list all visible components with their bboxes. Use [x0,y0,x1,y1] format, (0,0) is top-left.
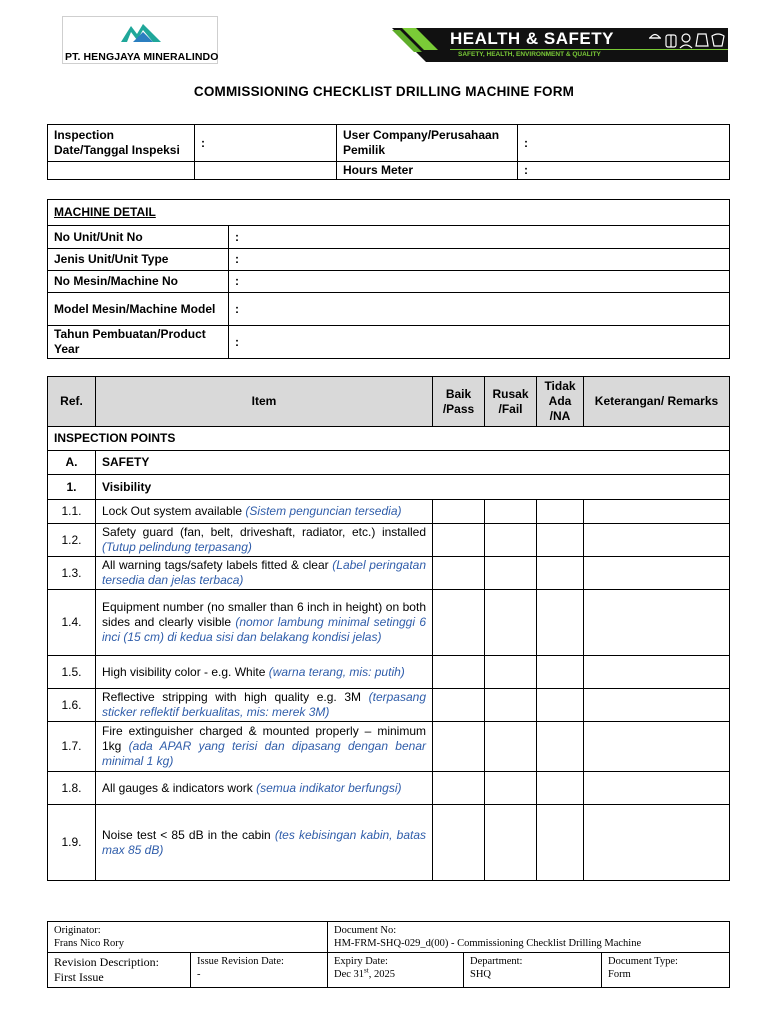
empty-cell [195,162,337,180]
originator-cell [48,922,328,953]
col-header-remarks: Keterangan/ Remarks [584,377,730,427]
item-ref: 1.4. [48,590,96,656]
table-row [48,772,730,805]
col-header-ref: Ref. [48,377,96,427]
company-name: PT. HENGJAYA MINERALINDO [65,51,219,63]
document-no-cell [328,922,730,953]
na-cell[interactable] [537,689,584,722]
machine-detail-title: MACHINE DETAIL [48,200,730,226]
unit-type-label: Jenis Unit/Unit Type [48,249,229,271]
item-ref: 1.7. [48,722,96,772]
remarks-cell[interactable] [584,557,730,590]
document-footer [47,921,730,988]
department-label: Department: [470,956,523,967]
fail-cell[interactable] [485,656,537,689]
table-row [48,500,730,524]
machine-model-label: Model Mesin/Machine Model [48,293,229,326]
pass-cell[interactable] [433,656,485,689]
machine-detail-table [47,199,730,359]
item-ref: 1.2. [48,524,96,557]
department-value: SHQ [470,969,492,980]
inspection-date-label: Inspection Date/Tanggal Inspeksi [48,125,195,162]
unit-type-field[interactable]: : [229,249,730,271]
group-ref: A. [48,451,96,475]
item-description: Noise test < 85 dB in the cabin (tes kebisingan kabin, batas max 85 dB) [96,805,433,881]
unit-no-field[interactable]: : [229,226,730,249]
fail-cell[interactable] [485,590,537,656]
machine-model-field[interactable]: : [229,293,730,326]
unit-no-label: No Unit/Unit No [48,226,229,249]
product-year-field[interactable]: : [229,326,730,359]
safety-worker-icons [646,30,726,50]
table-row [48,689,730,722]
item-description: Safety guard (fan, belt, driveshaft, radiator, etc.) installed (Tutup pelindung terpasang) [96,524,433,557]
department-cell [464,953,602,988]
expiry-value: Dec 31st, 2025 [334,966,395,980]
na-cell[interactable] [537,524,584,557]
fail-cell[interactable] [485,557,537,590]
remarks-cell[interactable] [584,656,730,689]
item-ref: 1.5. [48,656,96,689]
inspection-info-table [47,124,730,180]
remarks-cell[interactable] [584,805,730,881]
fail-cell[interactable] [485,722,537,772]
na-cell[interactable] [537,590,584,656]
fail-cell[interactable] [485,524,537,557]
issue-date-label: Issue Revision Date: [197,956,284,967]
col-header-na: Tidak Ada /NA [537,377,584,427]
item-description: Equipment number (no smaller than 6 inch in height) on both sides and clearly visible (nomor lambung minimal setinggi 6 inci (15 cm) di kedua sisi dan belakang kondisi jelas) [96,590,433,656]
originator-value: Frans Nico Rory [54,938,124,949]
expiry-label: Expiry Date: [334,956,388,967]
hours-meter-field[interactable]: : [518,162,730,180]
table-row [48,590,730,656]
product-year-label: Tahun Pembuatan/Product Year [48,326,229,359]
col-header-fail: Rusak /Fail [485,377,537,427]
remarks-cell[interactable] [584,590,730,656]
form-title: COMMISSIONING CHECKLIST DRILLING MACHINE FORM [193,84,575,99]
na-cell[interactable] [537,557,584,590]
table-row [48,524,730,557]
table-row [48,805,730,881]
remarks-cell[interactable] [584,689,730,722]
user-company-field[interactable]: : [518,125,730,162]
subgroup-name: Visibility [96,475,730,500]
item-description: Lock Out system available (Sistem penguncian tersedia) [96,500,433,524]
na-cell[interactable] [537,500,584,524]
pass-cell[interactable] [433,722,485,772]
remarks-cell[interactable] [584,500,730,524]
item-ref: 1.8. [48,772,96,805]
item-ref: 1.3. [48,557,96,590]
remarks-cell[interactable] [584,772,730,805]
group-name: SAFETY [96,451,730,475]
item-description: Fire extinguisher charged & mounted properly – minimum 1kg (ada APAR yang terisi dan dipasang dengan benar minimal 1 kg) [96,722,433,772]
empty-cell [48,162,195,180]
health-safety-banner [392,28,728,62]
item-description: All warning tags/safety labels fitted & clear (Label peringatan tersedia dan jelas terbaca) [96,557,433,590]
hours-meter-label: Hours Meter [337,162,518,180]
checklist-table [47,376,730,881]
remarks-cell[interactable] [584,524,730,557]
document-type-cell [602,953,730,988]
company-logo [62,16,218,64]
user-company-label: User Company/Perusahaan Pemilik [337,125,518,162]
pass-cell[interactable] [433,557,485,590]
revision-value: First Issue [54,970,104,984]
pass-cell[interactable] [433,524,485,557]
pass-cell[interactable] [433,689,485,722]
item-ref: 1.1. [48,500,96,524]
fail-cell[interactable] [485,689,537,722]
inspection-date-field[interactable]: : [195,125,337,162]
fail-cell[interactable] [485,500,537,524]
table-row [48,656,730,689]
section-inspection-points: INSPECTION POINTS [48,427,730,451]
pass-cell[interactable] [433,500,485,524]
pass-cell[interactable] [433,590,485,656]
na-cell[interactable] [537,805,584,881]
col-header-item: Item [96,377,433,427]
document-no-label: Document No: [334,925,397,936]
expiry-cell [328,953,464,988]
item-ref: 1.6. [48,689,96,722]
fail-cell[interactable] [485,772,537,805]
table-row [48,722,730,772]
item-description: Reflective stripping with high quality e.g. 3M (terpasang sticker reflektif berkualitas, mis: merek 3M) [96,689,433,722]
na-cell[interactable] [537,722,584,772]
fail-cell[interactable] [485,805,537,881]
item-description: High visibility color - e.g. White (warna terang, mis: putih) [96,656,433,689]
col-header-pass: Baik /Pass [433,377,485,427]
issue-date-value: - [197,969,201,980]
item-description: All gauges & indicators work (semua indikator berfungsi) [96,772,433,805]
revision-label: Revision Description: [54,955,159,969]
subgroup-ref: 1. [48,475,96,500]
pass-cell[interactable] [433,805,485,881]
na-cell[interactable] [537,656,584,689]
revision-cell [48,953,191,988]
banner-title: HEALTH & SAFETY [450,29,614,48]
machine-no-label: No Mesin/Machine No [48,271,229,293]
issue-date-cell [191,953,328,988]
remarks-cell[interactable] [584,722,730,772]
item-ref: 1.9. [48,805,96,881]
table-row [48,557,730,590]
pass-cell[interactable] [433,772,485,805]
na-cell[interactable] [537,772,584,805]
document-type-value: Form [608,969,631,980]
banner-subtitle: SAFETY, HEALTH, ENVIRONMENT & QUALITY [458,51,601,58]
document-type-label: Document Type: [608,956,678,967]
machine-no-field[interactable]: : [229,271,730,293]
company-logo-mark-icon [119,20,163,44]
originator-label: Originator: [54,925,101,936]
document-no-value: HM-FRM-SHQ-029_d(00) - Commissioning Checklist Drilling Machine [334,938,642,949]
